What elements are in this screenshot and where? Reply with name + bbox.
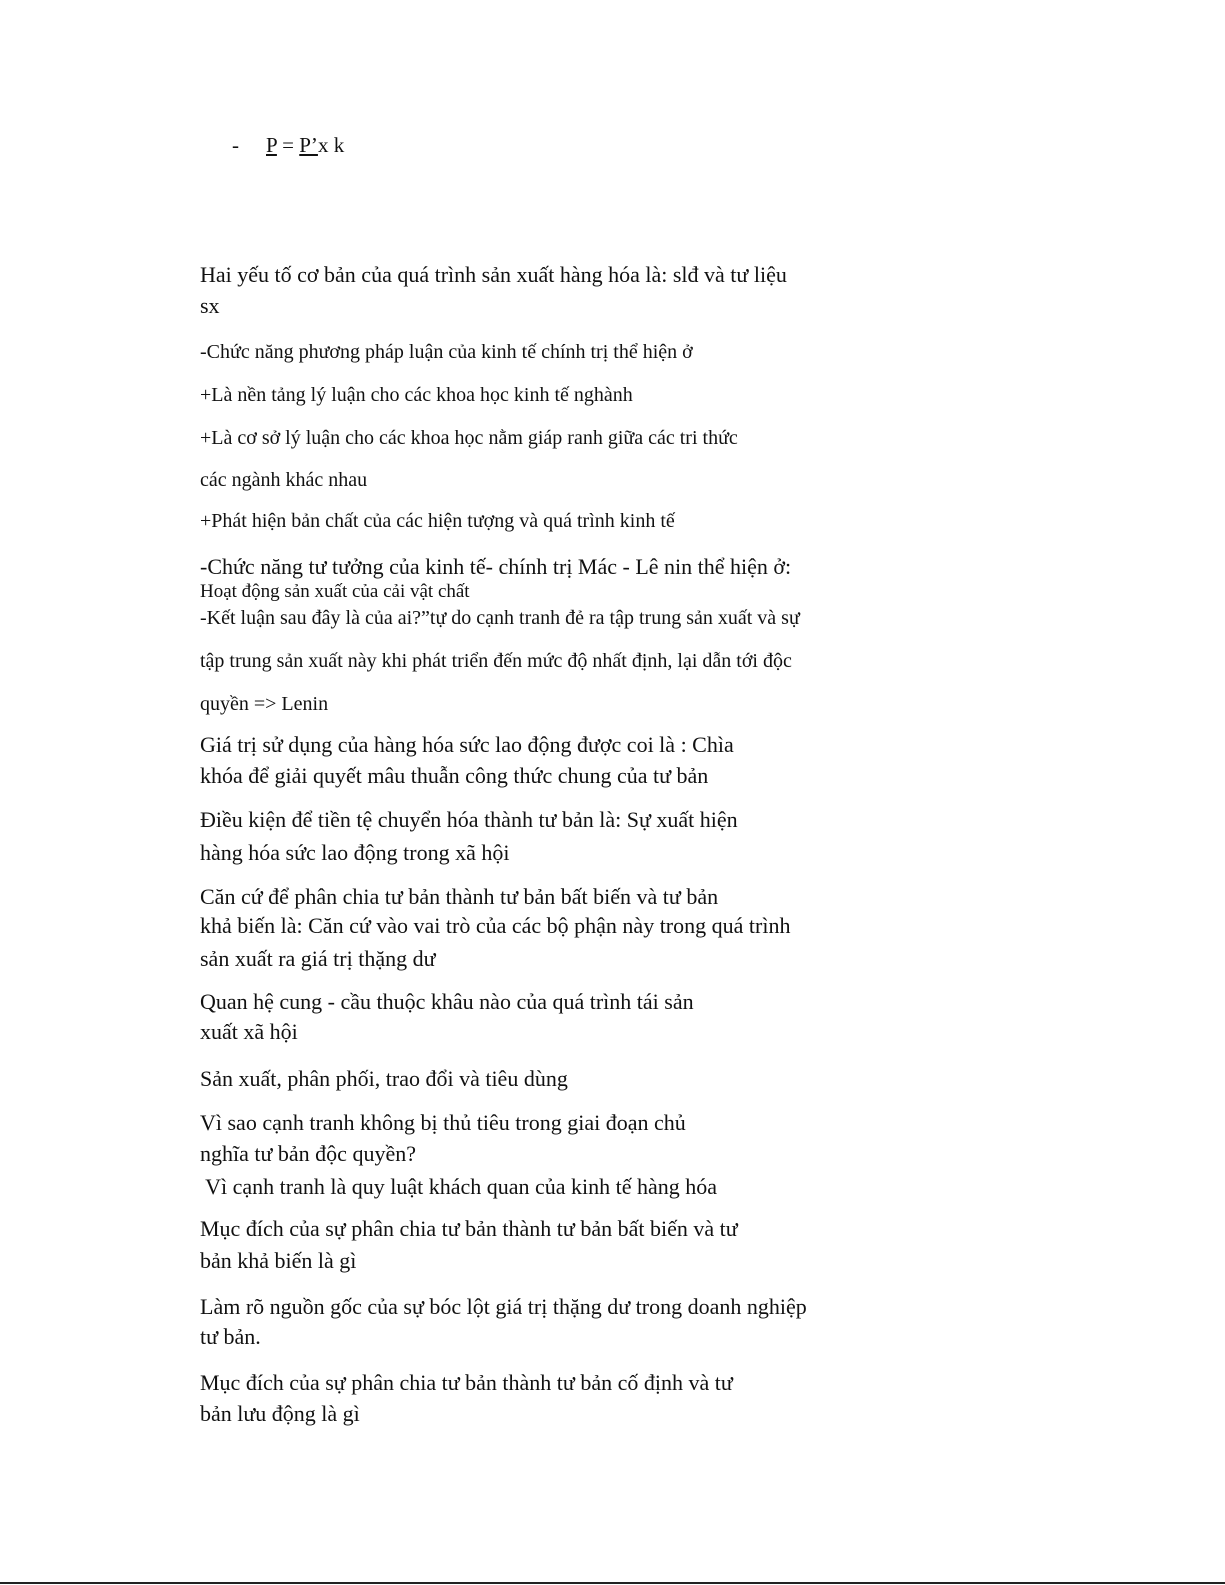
formula-bullet: - (232, 133, 239, 157)
text-line: khóa để giải quyết mâu thuẫn công thức chung của tư bản (200, 763, 709, 788)
text-line: +Là cơ sở lý luận cho các khoa học nằm giáp ranh giữa các tri thức (200, 427, 738, 449)
text-line: Điều kiện để tiền tệ chuyển hóa thành tư bản là: Sự xuất hiện (200, 807, 738, 832)
text-line: sx (200, 293, 220, 318)
text-line: Quan hệ cung - cầu thuộc khâu nào của quá trình tái sản (200, 989, 694, 1014)
text-line: -Chức năng tư tưởng của kinh tế- chính trị Mác - Lê nin thể hiện ở: (200, 554, 792, 579)
text-line: tập trung sản xuất này khi phát triển đến mức độ nhất định, lại dẫn tới độc (200, 650, 792, 672)
text-line: +Là nền tảng lý luận cho các khoa học kinh tế nghành (200, 384, 633, 406)
text-line: Mục đích của sự phân chia tư bản thành tư bản cố định và tư (200, 1370, 733, 1395)
text-line: Sản xuất, phân phối, trao đổi và tiêu dùng (200, 1066, 568, 1091)
formula-lhs: P (266, 133, 277, 157)
text-line: hàng hóa sức lao động trong xã hội (200, 840, 510, 865)
text-line: Căn cứ để phân chia tư bản thành tư bản bất biến và tư bản (200, 884, 719, 909)
text-line: Mục đích của sự phân chia tư bản thành tư bản bất biến và tư (200, 1216, 738, 1241)
formula-line (266, 135, 344, 156)
formula-rhs-rest: x k (317, 133, 345, 157)
text-line: Vì sao cạnh tranh không bị thủ tiêu trong giai đoạn chủ (200, 1110, 686, 1135)
text-line: bản lưu động là gì (200, 1401, 360, 1426)
text-line: tư bản. (200, 1324, 261, 1349)
text-line: Làm rõ nguồn gốc của sự bóc lột giá trị thặng dư trong doanh nghiệp (200, 1294, 807, 1319)
text-line: xuất xã hội (200, 1019, 298, 1044)
text-line: -Kết luận sau đây là của ai?”tự do cạnh tranh đẻ ra tập trung sản xuất và sự (200, 607, 800, 629)
text-line: khả biến là: Căn cứ vào vai trò của các bộ phận này trong quá trình (200, 913, 791, 938)
text-line: -Chức năng phương pháp luận của kinh tế chính trị thể hiện ở (200, 341, 693, 363)
formula-equals: = (276, 133, 300, 157)
text-line: Hoạt động sản xuất của cải vật chất (200, 581, 470, 602)
formula-rhs-underlined: P’ (299, 133, 318, 157)
text-line: nghĩa tư bản độc quyền? (200, 1141, 416, 1166)
text-line: các ngành khác nhau (200, 469, 368, 491)
text-line: Hai yếu tố cơ bản của quá trình sản xuất hàng hóa là: slđ và tư liệu (200, 262, 787, 287)
text-line: quyền => Lenin (200, 693, 329, 715)
text-line: Vì cạnh tranh là quy luật khách quan của kinh tế hàng hóa (200, 1174, 718, 1199)
page-bottom-divider (0, 1582, 1225, 1584)
text-line: Giá trị sử dụng của hàng hóa sức lao động được coi là : Chìa (200, 732, 734, 757)
text-line: +Phát hiện bản chất của các hiện tượng và quá trình kinh tế (200, 510, 675, 532)
text-line: bản khả biến là gì (200, 1248, 357, 1273)
text-line: sản xuất ra giá trị thặng dư (200, 946, 436, 971)
